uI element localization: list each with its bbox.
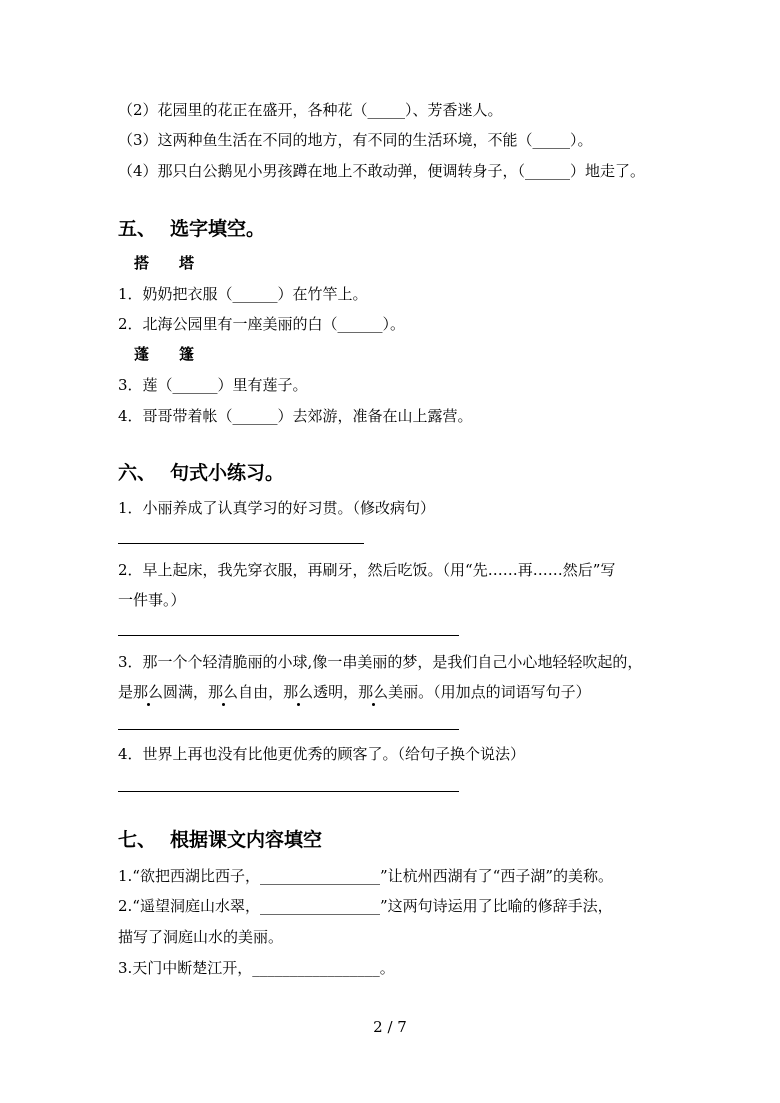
section6-heading [118,460,284,486]
section5-number: 五、 [118,218,157,240]
section7-question-3: 3.天门中断楚江开，_________________。 [118,959,395,977]
section7-title: 根据课文内容填空 [170,829,323,851]
section7-question-1: 1.“欲把西湖比西子，________________”让杭州西湖有了“西子湖”的美称。 [118,867,613,885]
char-option: 篷 [179,345,195,363]
section5-title: 选字填空。 [170,218,266,240]
section4-item-3: （3）这两种鱼生活在不同的地方，有不同的生活环境，不能（_____）。 [118,131,593,149]
section6-question-2-line2: 一件事。） [118,591,186,609]
answer-line [118,543,364,544]
section5-char-choices-1 [134,253,194,273]
section6-title: 句式小练习。 [170,462,285,484]
dotted-word: 那么 [133,683,164,701]
section4-item-2: （2）花园里的花正在盛开，各种花（_____）、芳香迷人。 [118,101,503,119]
section6-question-3-line2: 是那么圆满，那么自由，那么透明，那么美丽。（用加点的词语写句子） [118,683,591,701]
section6-question-2-line1: 2．早上起床，我先穿衣服，再刷牙，然后吃饭。（用“先……再……然后”写 [118,561,616,579]
section7-question-2-line1: 2.“遥望洞庭山水翠，________________”这两句诗运用了比喻的修辞手法， [118,897,613,915]
section5-question-3: 3．莲（______）里有莲子。 [118,376,308,394]
dotted-word: 那么 [283,683,314,701]
section5-heading [118,216,265,242]
char-option: 搭 [134,254,150,272]
answer-line [118,791,459,792]
answer-line [118,635,459,636]
dotted-word: 那么 [358,683,389,701]
page-number: 2 / 7 [373,1018,407,1036]
section7-number: 七、 [118,829,157,851]
section6-number: 六、 [118,462,157,484]
answer-line [118,729,459,730]
section7-heading [118,827,322,853]
dotted-word: 那么 [208,683,239,701]
section5-char-choices-2 [134,344,194,364]
section4-item-4: （4）那只白公鹅见小男孩蹲在地上不敢动弹，便调转身子，（______）地走了。 [118,162,646,180]
section6-question-1: 1．小丽养成了认真学习的好习贯。（修改病句） [118,499,436,517]
section5-question-4: 4．哥哥带着帐（______）去郊游，准备在山上露营。 [118,407,473,425]
section5-question-1: 1．奶奶把衣服（______）在竹竿上。 [118,285,368,303]
section6-question-4: 4．世界上再也没有比他更优秀的顾客了。（给句子换个说法） [118,745,526,763]
char-option: 蓬 [134,345,150,363]
section7-question-2-line2: 描写了洞庭山水的美丽。 [118,928,284,946]
char-option: 塔 [179,254,195,272]
section6-question-3-line1: 3．那一个个轻清脆丽的小球,像一串美丽的梦，是我们自己小心地轻轻吹起的， [118,653,643,671]
section5-question-2: 2．北海公园里有一座美丽的白（______）。 [118,315,406,333]
